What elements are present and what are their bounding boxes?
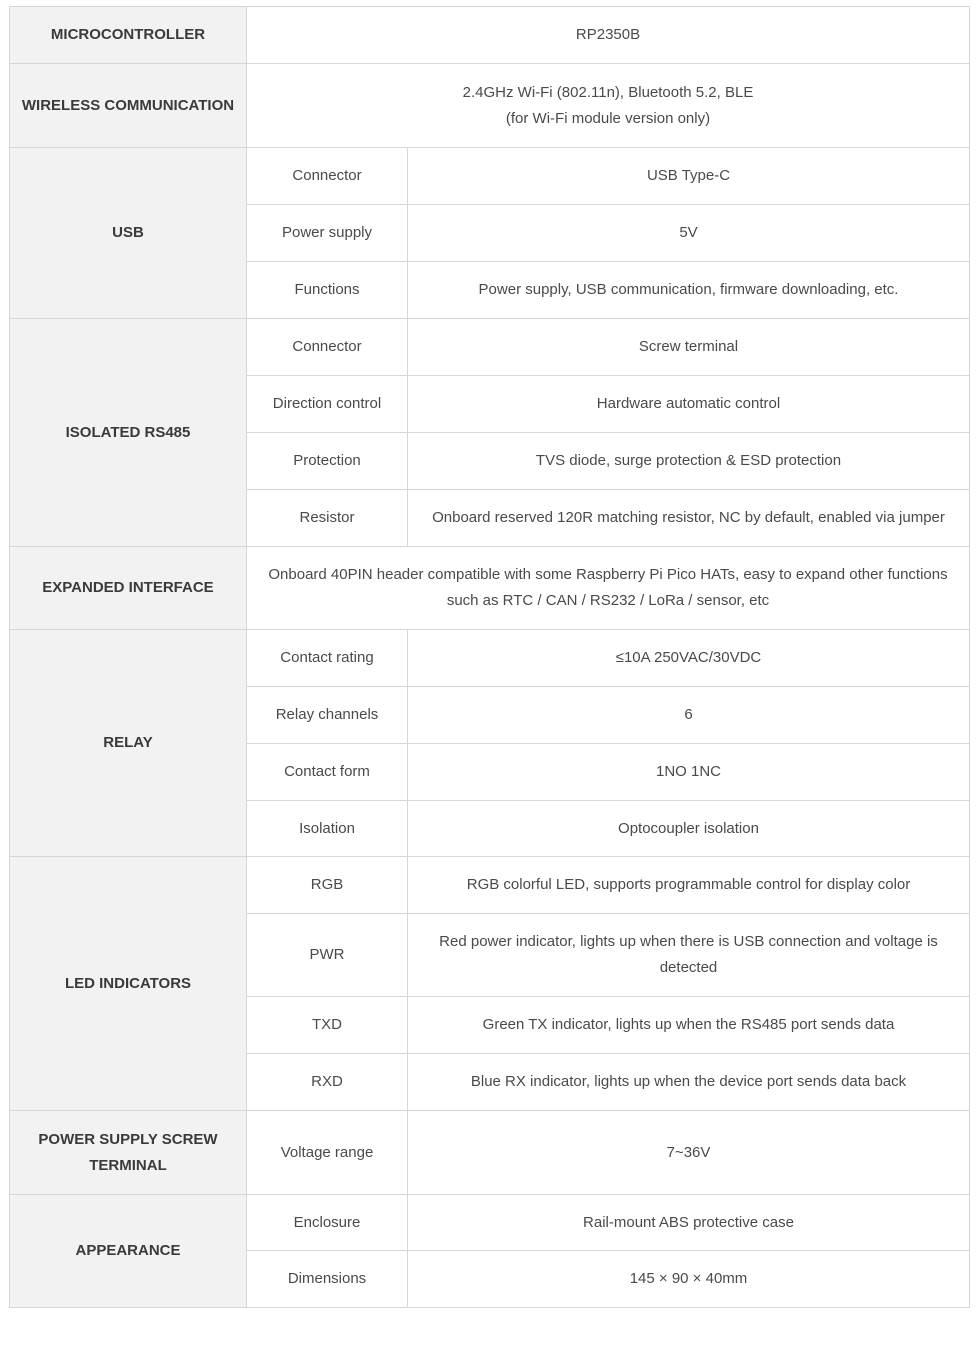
value-line: Onboard 40PIN header compatible with some Raspberry Pi Pico HATs, easy to expand other functions [268,566,948,583]
category-cell: RELAY [10,630,247,857]
spec-row [10,547,970,630]
value-cell: Blue RX indicator, lights up when the device port sends data back [408,1054,970,1111]
label-cell: Power supply [247,205,408,262]
value-cell: 1NO 1NC [408,744,970,801]
label-cell: Enclosure [247,1195,408,1251]
value-line: 2.4GHz Wi-Fi (802.11n), Bluetooth 5.2, BLE [462,83,754,101]
value-line: detected [659,959,718,976]
label-cell: Voltage range [247,1111,408,1195]
label-cell: Protection [247,433,408,490]
spec-row [10,7,970,64]
spec-row [10,64,970,148]
label-cell: Connector [247,319,408,376]
label-cell: PWR [247,914,408,997]
label-cell: Resistor [247,490,408,547]
value-cell: Green TX indicator, lights up when the RS485 port sends data [408,997,970,1054]
value-line: Red power indicator, lights up when there is USB connection and voltage is [439,933,938,950]
value-line: (for Wi-Fi module version only) [505,109,711,127]
spec-table [9,6,970,1308]
value-cell: Power supply, USB communication, firmware downloading, etc. [408,262,970,319]
value-cell: 7~36V [408,1111,970,1195]
category-cell: APPEARANCE [10,1195,247,1308]
label-cell: Functions [247,262,408,319]
label-cell: Contact rating [247,630,408,687]
value-cell [247,547,970,630]
spec-row [10,857,970,914]
category-cell: EXPANDED INTERFACE [10,547,247,630]
value-cell: 5V [408,205,970,262]
value-cell: Rail-mount ABS protective case [408,1195,970,1251]
spec-row [10,1111,970,1195]
spec-row [10,148,970,205]
value-cell: Hardware automatic control [408,376,970,433]
spec-row [10,1195,970,1251]
value-cell [408,914,970,997]
category-line: TERMINAL [89,1156,167,1174]
value-cell: USB Type-C [408,148,970,205]
label-cell: Contact form [247,744,408,801]
value-cell: RGB colorful LED, supports programmable control for display color [408,857,970,914]
category-cell: MICROCONTROLLER [10,7,247,64]
value-cell: 6 [408,687,970,744]
label-cell: RXD [247,1054,408,1111]
category-line: POWER SUPPLY SCREW [38,1130,218,1148]
category-cell [10,1111,247,1195]
label-cell: RGB [247,857,408,914]
value-cell: ≤10A 250VAC/30VDC [408,630,970,687]
label-cell: TXD [247,997,408,1054]
value-cell: 145 × 90 × 40mm [408,1251,970,1308]
label-cell: Connector [247,148,408,205]
value-cell: TVS diode, surge protection & ESD protection [408,433,970,490]
label-cell: Isolation [247,801,408,857]
value-cell: Optocoupler isolation [408,801,970,857]
value-line: such as RTC / CAN / RS232 / LoRa / sensor, etc [446,592,770,609]
value-cell [247,64,970,148]
value-cell: Screw terminal [408,319,970,376]
label-cell: Direction control [247,376,408,433]
category-cell: USB [10,148,247,319]
value-cell: Onboard reserved 120R matching resistor, NC by default, enabled via jumper [408,490,970,547]
category-cell: WIRELESS COMMUNICATION [10,64,247,148]
value-cell: RP2350B [247,7,970,64]
label-cell: Relay channels [247,687,408,744]
spec-row [10,630,970,687]
category-cell: LED INDICATORS [10,857,247,1111]
spec-row [10,319,970,376]
category-cell: ISOLATED RS485 [10,319,247,547]
label-cell: Dimensions [247,1251,408,1308]
